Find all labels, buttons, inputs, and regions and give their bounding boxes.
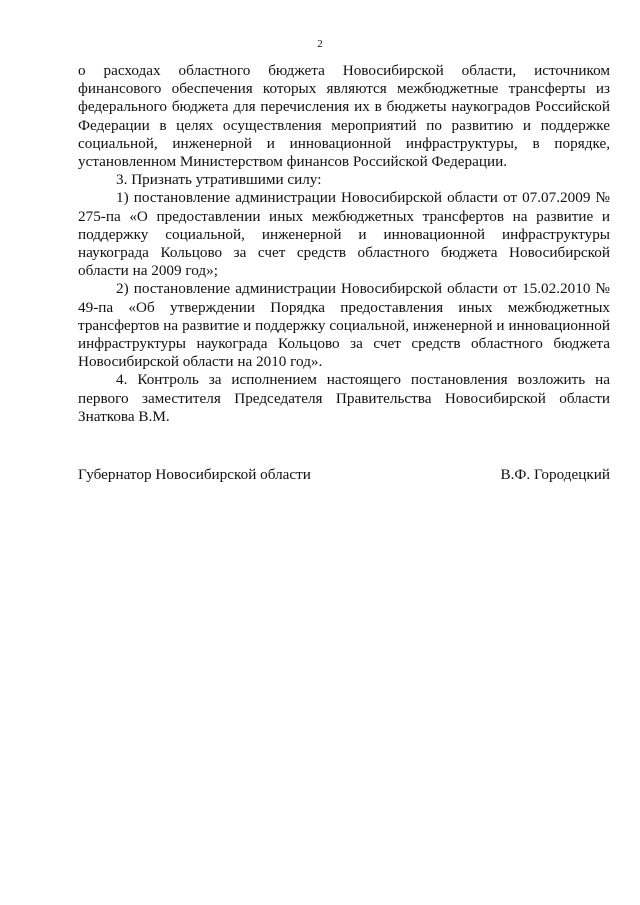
signatory-position: Губернатор Новосибирской области xyxy=(78,466,311,483)
paragraph-item-4: 4. Контроль за исполнением настоящего постановления возложить на первого заместителя Председателя Правительства Новосибирской области Знаткова В.М. xyxy=(78,371,610,425)
signature-block xyxy=(78,466,610,484)
paragraph-continuation: о расходах областного бюджета Новосибирской области, источником финансового обеспечения которых являются межбюджетные трансферты из федерального бюджета для перечисления их в бюджеты наукоградов Российской Федерации в целях осуществления мероприятий по развитию и поддержке социальной, инженерной и инновационной инфраструктуры, в порядке, установленном Министерством финансов Российской Федерации. xyxy=(78,62,610,171)
paragraph-subitem-2: 2) постановление администрации Новосибирской области от 15.02.2010 № 49-па «Об утверждении Порядка предоставления иных межбюджетных трансфертов на развитие и поддержку социальной, инженерной и инновационной инфраструктуры наукограда Кольцово за счет средств областного бюджета Новосибирской области на 2010 год». xyxy=(78,280,610,371)
signatory-name: В.Ф. Городецкий xyxy=(500,466,610,483)
page-number: 2 xyxy=(317,38,323,50)
paragraph-subitem-1: 1) постановление администрации Новосибирской области от 07.07.2009 № 275-па «О предоставлении иных межбюджетных трансфертов на развитие и поддержку социальной, инженерной и инновационной инфраструктуры наукограда Кольцово за счет средств областного бюджета Новосибирской области на 2009 год»; xyxy=(78,189,610,280)
paragraph-item-3: 3. Признать утратившими силу: xyxy=(116,171,322,189)
document-body xyxy=(78,62,610,426)
